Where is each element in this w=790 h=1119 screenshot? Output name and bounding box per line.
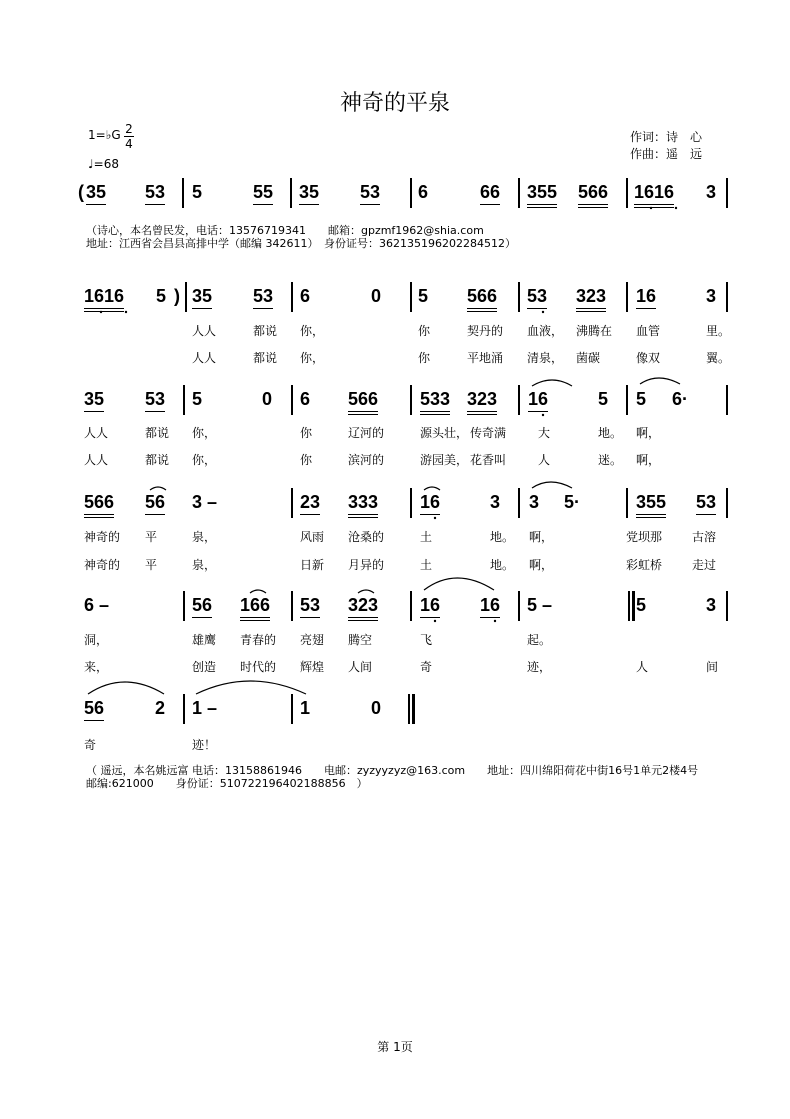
lyric: 源头壮， [420, 426, 469, 440]
lyric: 平地涌 [467, 351, 504, 365]
note: 56 [192, 595, 212, 618]
note: 16 [420, 492, 440, 515]
lyric: 起。 [527, 633, 552, 647]
note: 6 [300, 286, 311, 306]
note: 53 [696, 492, 716, 515]
note: 355 [636, 492, 666, 518]
lyric: 你 [300, 426, 313, 440]
lyric: 人间 [348, 660, 373, 674]
note: 5 [192, 389, 203, 409]
note: 35 [86, 182, 106, 205]
lyric: 亮翅 [300, 633, 325, 647]
lyric: 飞 [420, 633, 433, 647]
lyric: 土 [420, 558, 433, 572]
note: 2 [155, 698, 166, 718]
lyric: 人 [538, 453, 551, 467]
lyric: 都说 [253, 351, 278, 365]
lyric: 迷。 [598, 453, 623, 467]
tempo-text: =68 [93, 157, 119, 171]
note: 56 [145, 492, 165, 515]
note: 3 [706, 286, 717, 306]
note: ( [78, 182, 84, 202]
lyric: 人人 [192, 351, 217, 365]
lyric: 迹， [527, 660, 552, 674]
lyric: 来， [84, 660, 109, 674]
low-dot [542, 311, 544, 313]
note: 53 [145, 182, 165, 205]
lyric: 地。 [598, 426, 623, 440]
note: 3 [490, 492, 501, 512]
slur [532, 482, 572, 488]
note: 3 [706, 182, 717, 202]
lyric: 间 [706, 660, 719, 674]
low-dot [494, 620, 496, 622]
note: 5 [418, 286, 429, 306]
lyric: 啊， [529, 530, 554, 544]
lyric: 都说 [253, 324, 278, 338]
lyric: 古溶 [692, 530, 717, 544]
low-dot [542, 414, 544, 416]
note: 56 [84, 698, 104, 721]
slur [358, 590, 374, 593]
note: 1616 [634, 182, 674, 208]
slur [532, 380, 572, 386]
note: 3 [706, 595, 717, 615]
note: 35 [84, 389, 104, 412]
lyric: 辉煌 [300, 660, 325, 674]
composer-info-line2: 邮编:621000 身份证：510722196402188856 ） [86, 777, 368, 790]
lyric: 泉， [192, 530, 217, 544]
note: 166 [240, 595, 270, 621]
note: 0 [371, 286, 382, 306]
note: 6 [300, 389, 311, 409]
note: 53 [300, 595, 320, 618]
lyric: 风雨 [300, 530, 325, 544]
lyric: 契丹的 [467, 324, 504, 338]
lyric: 翼。 [706, 351, 731, 365]
composer-info-line1: （ 遥远，本名姚远富 电话：13158861946 电邮：zyzyyzyz@163.com 地址：四川绵阳荷花中街16号1单元2楼4号 [86, 764, 699, 777]
note: 0 [262, 389, 273, 409]
lyric: 人 [636, 660, 649, 674]
lyric: 啊， [636, 453, 661, 467]
note: ) [174, 286, 180, 306]
note: 5 [156, 286, 167, 306]
slur [424, 578, 494, 590]
lyric: 你， [192, 426, 217, 440]
note: 53 [145, 389, 165, 412]
note: 323 [576, 286, 606, 312]
lyric: 创造 [192, 660, 217, 674]
page-number: 第 1页 [377, 1040, 413, 1054]
note: 1616 [84, 286, 124, 312]
lyric: 腾空 [348, 633, 373, 647]
lyric: 你 [300, 453, 313, 467]
lyricist: 作词：诗 心 [630, 130, 703, 144]
lyric: 清泉， [527, 351, 564, 365]
lyric: 你， [300, 351, 325, 365]
lyric: 地。 [490, 530, 515, 544]
note: 35 [299, 182, 319, 205]
lyric: 大 [538, 426, 551, 440]
note: 5 [636, 595, 647, 615]
lyric: 像双 [636, 351, 661, 365]
lyric: 泉， [192, 558, 217, 572]
lyric: 彩虹桥 [626, 558, 663, 572]
slur [150, 487, 166, 490]
note: 3 – [192, 492, 218, 512]
lyric: 迹！ [192, 738, 217, 752]
low-dot [434, 517, 436, 519]
lyric: 青春的 [240, 633, 277, 647]
lyric: 地。 [490, 558, 515, 572]
quarter-note-icon: ♩ [88, 157, 94, 171]
slur [424, 487, 440, 490]
lyric: 洞， [84, 633, 109, 647]
lyric: 党坝那 [626, 530, 663, 544]
low-dot [125, 311, 127, 313]
lyric: 走过 [692, 558, 717, 572]
lyric: 雄鹰 [192, 633, 217, 647]
lyric: 血液， [527, 324, 564, 338]
lyric: 啊， [529, 558, 554, 572]
note: 16 [420, 595, 440, 618]
composer: 作曲：遥 远 [630, 147, 703, 161]
lyric: 传奇满 [470, 426, 507, 440]
lyricist-info-line2: 地址：江西省会昌县高排中学（邮编 342611） 身份证号：362135196202284512） [86, 237, 516, 250]
lyric: 滨河的 [348, 453, 385, 467]
note: 53 [360, 182, 380, 205]
slur [196, 681, 306, 694]
note: 1 [300, 698, 311, 718]
note: 6· [672, 389, 689, 409]
lyric: 神奇的 [84, 558, 121, 572]
note: 23 [300, 492, 320, 515]
note: 5 [636, 389, 647, 409]
note: 3 [529, 492, 540, 512]
note: 53 [527, 286, 547, 309]
lyric: 日新 [300, 558, 325, 572]
slur [88, 682, 164, 694]
lyric: 人人 [84, 426, 109, 440]
note: 16 [636, 286, 656, 309]
low-dot [434, 620, 436, 622]
note: 6 – [84, 595, 110, 615]
note: 55 [253, 182, 273, 205]
lyricist-info-line1: （诗心，本名曾民发，电话：13576719341 邮箱：gpzmf1962@shia.com [86, 224, 484, 237]
note: 53 [253, 286, 273, 309]
lyric: 奇 [84, 738, 97, 752]
lyric: 人人 [192, 324, 217, 338]
note: 566 [348, 389, 378, 415]
lyric: 你 [418, 351, 431, 365]
lyric: 神奇的 [84, 530, 121, 544]
key-text: 1=♭G [88, 128, 121, 142]
lyric: 沧桑的 [348, 530, 385, 544]
time-numerator: 2 [125, 122, 133, 136]
lyric: 都说 [145, 426, 170, 440]
lyric: 奇 [420, 660, 433, 674]
slur [250, 590, 266, 593]
lyric: 你， [192, 453, 217, 467]
note: 533 [420, 389, 450, 415]
note: 566 [578, 182, 608, 208]
note: 5 – [527, 595, 553, 615]
lyric: 平 [145, 558, 158, 572]
slur [640, 378, 680, 384]
lyric: 土 [420, 530, 433, 544]
lyric: 你 [418, 324, 431, 338]
note: 333 [348, 492, 378, 518]
note: 5 [598, 389, 609, 409]
note: 35 [192, 286, 212, 309]
note: 16 [528, 389, 548, 412]
lyric: 月异的 [348, 558, 385, 572]
low-dot [650, 207, 652, 209]
note: 5· [564, 492, 581, 512]
note: 16 [480, 595, 500, 618]
lyric: 菌碳 [576, 351, 601, 365]
lyric: 平 [145, 530, 158, 544]
note: 566 [84, 492, 114, 518]
lyric: 游园美， [420, 453, 469, 467]
lyric: 啊， [636, 426, 661, 440]
lyric: 血管 [636, 324, 661, 338]
lyric: 辽河的 [348, 426, 385, 440]
lyric: 都说 [145, 453, 170, 467]
note: 566 [467, 286, 497, 312]
low-dot [675, 207, 677, 209]
lyric: 里。 [706, 324, 731, 338]
lyric: 沸腾在 [576, 324, 613, 338]
note: 5 [192, 182, 203, 202]
note: 323 [348, 595, 378, 621]
note: 1 – [192, 698, 218, 718]
note: 355 [527, 182, 557, 208]
time-denominator: 4 [125, 137, 133, 151]
lyric: 时代的 [240, 660, 277, 674]
note: 323 [467, 389, 497, 415]
note: 0 [371, 698, 382, 718]
lyric: 花香叫 [470, 453, 507, 467]
note: 66 [480, 182, 500, 205]
lyric: 人人 [84, 453, 109, 467]
song-title: 神奇的平泉 [339, 91, 450, 116]
low-dot [100, 311, 102, 313]
note: 6 [418, 182, 429, 202]
lyric: 你， [300, 324, 325, 338]
